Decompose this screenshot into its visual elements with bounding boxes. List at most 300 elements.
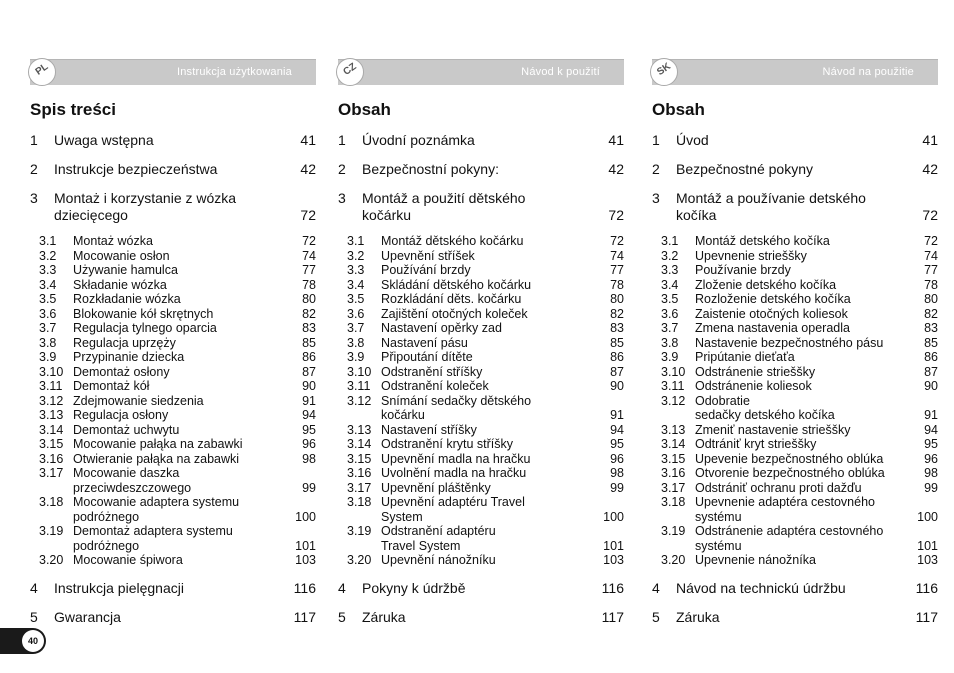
toc-item-text: Mocowanie daszka	[73, 466, 180, 480]
toc-item-text: Nastavení pásu	[381, 335, 468, 350]
toc-item-page: 78	[302, 277, 316, 292]
toc-item-number: 3.4	[661, 277, 679, 292]
toc-item-number: 3.3	[347, 263, 365, 277]
toc-subitem[interactable]	[338, 452, 624, 467]
toc-subitem[interactable]	[338, 249, 624, 264]
toc-item-text: dziecięcego	[54, 207, 128, 223]
toc-item-text: Připoutání dítěte	[381, 350, 473, 364]
toc-item-text: Upevnění madla na hračku	[381, 451, 531, 466]
toc-item-page: 83	[924, 321, 938, 335]
toc-item-text: Używanie hamulca	[73, 263, 178, 277]
toc-item-page: 94	[924, 422, 938, 437]
language-code: PL	[33, 61, 51, 78]
toc-item-text: Regulacja uprzęży	[73, 335, 176, 350]
toc-item-page: 74	[924, 248, 938, 263]
toc-item-page: 116	[293, 579, 316, 596]
toc-subitem[interactable]	[30, 452, 316, 467]
toc-item-text: Blokowanie kół skrętnych	[73, 306, 214, 321]
toc-subitem[interactable]	[338, 394, 624, 423]
toc-item-number: 3.9	[347, 350, 365, 364]
toc-subitem[interactable]	[30, 394, 316, 409]
toc-item-page: 41	[608, 132, 624, 148]
toc-subitem[interactable]	[652, 350, 938, 365]
toc-item-text: Skládání dětského kočárku	[381, 277, 532, 292]
toc-item-text: Przypinanie dziecka	[73, 350, 185, 364]
toc-item-number: 5	[652, 608, 660, 625]
toc-subitem[interactable]	[338, 321, 624, 336]
toc-item-text: Používání brzdy	[381, 263, 471, 277]
toc-item-text: Montaż i korzystanie z wózka	[54, 190, 237, 206]
toc-item-text: Montáž a používanie detského	[676, 190, 866, 206]
toc-item-page: 82	[610, 306, 624, 321]
toc-item-text: Gwarancja	[54, 608, 121, 625]
toc-item-page: 98	[610, 466, 624, 480]
toc-item-number: 4	[338, 579, 346, 596]
toc-item-number: 3.6	[661, 306, 679, 321]
toc-item-page: 72	[924, 234, 938, 248]
toc-item-number: 2	[652, 161, 660, 177]
toc-subitem[interactable]	[338, 553, 624, 568]
toc-subitem[interactable]	[652, 452, 938, 467]
toc-item-page: 98	[924, 466, 938, 480]
toc-item[interactable]	[338, 609, 624, 626]
toc-item-page: 91	[302, 393, 316, 408]
toc-subitem[interactable]	[30, 278, 316, 293]
toc-item-text: Rozloženie detského kočíka	[695, 292, 851, 306]
toc-subitem[interactable]	[30, 307, 316, 322]
toc-item-page: 101	[603, 538, 624, 553]
toc-item-page: 98	[302, 451, 316, 466]
toc-item-page: 90	[610, 379, 624, 393]
toc-subitem[interactable]	[30, 350, 316, 365]
toc-subitem[interactable]	[652, 321, 938, 336]
toc-item-number: 3.10	[347, 364, 372, 379]
toc-item-page: 42	[922, 161, 938, 177]
toc-item-number: 3.9	[39, 350, 57, 364]
toc-item[interactable]	[338, 161, 624, 178]
toc-item-text: Odstranění adaptéru	[381, 524, 496, 538]
toc-item-page: 94	[302, 408, 316, 422]
toc-item-page: 95	[924, 437, 938, 451]
toc-subitem[interactable]	[338, 307, 624, 322]
toc-item-number: 3.7	[39, 321, 57, 335]
toc-item-text: Regulacja osłony	[73, 408, 169, 422]
toc-subitem[interactable]	[652, 466, 938, 481]
language-badge	[28, 58, 56, 86]
toc-item-page: 94	[610, 422, 624, 437]
toc-item-number: 3.8	[39, 335, 57, 350]
toc-item-text: Záruka	[362, 608, 406, 625]
toc-item[interactable]	[338, 580, 624, 597]
toc-subitem[interactable]	[30, 365, 316, 380]
toc-subitem[interactable]	[338, 466, 624, 481]
toc-item-number: 3.5	[39, 292, 57, 306]
toc-subitem[interactable]	[652, 263, 938, 278]
toc-item-page: 80	[302, 292, 316, 306]
toc-item[interactable]	[30, 609, 316, 626]
toc-item-text: sedačky detského kočíka	[695, 408, 835, 422]
toc-item-number: 3.8	[347, 335, 365, 350]
toc-item-text: Používanie brzdy	[695, 263, 791, 277]
toc-item-text: kočíka	[676, 207, 717, 223]
toc-item-text: Demontaż kół	[73, 379, 150, 393]
toc-item-number: 3.16	[39, 451, 64, 466]
toc-item-page: 87	[610, 364, 624, 379]
header-label: Instrukcja użytkowania	[176, 66, 292, 78]
toc-item-page: 78	[610, 277, 624, 292]
toc-item-number: 3.1	[39, 234, 57, 248]
toc-item-text: Zajištění otočných koleček	[381, 306, 528, 321]
toc-item-number: 3.13	[661, 422, 686, 437]
toc-item-text: Upevnění pláštěnky	[381, 480, 491, 495]
toc-item-number: 3.8	[661, 335, 679, 350]
toc-item-text: Bezpečnostné pokyny	[676, 161, 813, 177]
toc-list	[338, 132, 624, 626]
toc-item-page: 91	[924, 408, 938, 422]
toc-item-text: Uwaga wstępna	[54, 132, 154, 148]
page-number-tab	[0, 628, 46, 654]
toc-item-text: Zmeniť nastavenie strieššky	[695, 422, 851, 437]
toc-item-number: 3.16	[347, 466, 372, 480]
toc-item-text: Záruka	[676, 608, 720, 625]
toc-item-text: przeciwdeszczowego	[73, 480, 192, 495]
toc-item-number: 3.18	[39, 495, 64, 509]
toc-item-text: Úvodní poznámka	[362, 132, 475, 148]
toc-item-page: 86	[302, 350, 316, 364]
toc-item[interactable]	[30, 190, 316, 224]
toc-item-number: 4	[652, 579, 660, 596]
toc-item-number: 3.17	[39, 466, 64, 480]
toc-item[interactable]	[338, 132, 624, 149]
toc-item-page: 74	[302, 248, 316, 263]
toc-item-text: Demontaż uchwytu	[73, 422, 180, 437]
toc-item-page: 77	[302, 263, 316, 277]
toc-column-pl	[30, 59, 316, 626]
toc-item-text: Odstranění stříšky	[381, 364, 483, 379]
toc-item-text: Odstranění krytu stříšky	[381, 437, 513, 451]
toc-item-text: Odstrániť ochranu proti dažďu	[695, 480, 862, 495]
toc-item-number: 3.10	[39, 364, 64, 379]
toc-item-text: Demontaż adaptera systemu	[73, 524, 233, 538]
toc-item-number: 3.20	[39, 553, 64, 567]
toc-subitem[interactable]	[652, 249, 938, 264]
toc-subitem[interactable]	[338, 278, 624, 293]
section-title: Obsah	[652, 100, 705, 119]
toc-item-text: Składanie wózka	[73, 277, 167, 292]
toc-item-text: systému	[695, 509, 742, 524]
toc-subitem[interactable]	[652, 481, 938, 496]
toc-subitem[interactable]	[652, 437, 938, 452]
toc-item[interactable]	[30, 161, 316, 178]
toc-item-number: 3.3	[39, 263, 57, 277]
toc-item-text: Nastavení stříšky	[381, 422, 477, 437]
toc-item-number: 3.3	[661, 263, 679, 277]
toc-item-page: 85	[302, 335, 316, 350]
toc-subitem[interactable]	[30, 336, 316, 351]
toc-subitem[interactable]	[338, 423, 624, 438]
toc-item-number: 5	[30, 608, 38, 625]
toc-item-page: 80	[610, 292, 624, 306]
toc-subitem[interactable]	[652, 495, 938, 524]
toc-item-text: Bezpečnostní pokyny:	[362, 161, 499, 177]
toc-item-page: 72	[302, 234, 316, 248]
toc-item-page: 41	[300, 132, 316, 148]
language-code: CZ	[341, 61, 359, 78]
toc-subitem[interactable]	[652, 365, 938, 380]
toc-item-text: Mocowanie śpiwora	[73, 553, 183, 567]
toc-item-page: 90	[924, 379, 938, 393]
toc-item[interactable]	[652, 580, 938, 597]
toc-item-text: Uvolnění madla na hračku	[381, 466, 527, 480]
toc-item-text: Upevnenie adaptéra cestovného	[695, 495, 875, 509]
toc-subitem[interactable]	[338, 336, 624, 351]
toc-item-number: 5	[338, 608, 346, 625]
toc-item[interactable]	[30, 580, 316, 597]
toc-item-text: kočárku	[381, 408, 425, 422]
toc-item-page: 95	[610, 437, 624, 451]
toc-item-page: 96	[610, 451, 624, 466]
toc-item-page: 91	[610, 408, 624, 422]
toc-subitem[interactable]	[30, 263, 316, 278]
toc-item-text: Zdejmowanie siedzenia	[73, 393, 204, 408]
toc-item-number: 3.12	[39, 393, 64, 408]
toc-item-number: 3.5	[347, 292, 365, 306]
toc-item-number: 3	[30, 190, 38, 206]
toc-item-page: 83	[302, 321, 316, 335]
toc-item-text: Zaistenie otočných koliesok	[695, 306, 848, 321]
toc-item-page: 77	[924, 263, 938, 277]
toc-item-page: 86	[610, 350, 624, 364]
toc-item-number: 3.11	[39, 379, 63, 393]
toc-subitem[interactable]	[652, 292, 938, 307]
toc-item-number: 2	[338, 161, 346, 177]
header-label: Návod na použitie	[822, 66, 914, 78]
toc-item-page: 96	[924, 451, 938, 466]
toc-item-text: Pripútanie dieťaťa	[695, 350, 795, 364]
toc-item-page: 96	[302, 437, 316, 451]
toc-item-number: 3.4	[39, 277, 57, 292]
toc-item-page: 85	[610, 335, 624, 350]
toc-item-text: Rozkládání děts. kočárku	[381, 292, 522, 306]
toc-item-page: 100	[603, 509, 624, 524]
toc-item-number: 3.19	[39, 524, 64, 538]
toc-item-text: Rozkładanie wózka	[73, 292, 181, 306]
toc-subitem[interactable]	[30, 524, 316, 553]
toc-item-text: System	[381, 509, 423, 524]
language-header-bar	[30, 59, 316, 85]
toc-item-text: podróżnego	[73, 538, 140, 553]
toc-item-text: Upevnenie strieššky	[695, 248, 807, 263]
toc-subitem[interactable]	[652, 394, 938, 423]
toc-item-number: 3.6	[347, 306, 365, 321]
toc-item-number: 3.7	[661, 321, 679, 335]
toc-item-text: Demontaż osłony	[73, 364, 170, 379]
toc-item-number: 3.19	[661, 524, 686, 538]
toc-item-text: Regulacja tylnego oparcia	[73, 321, 217, 335]
toc-item-text: Upevnění adaptéru Travel	[381, 495, 525, 509]
toc-item-text: Upevnenie nánožníka	[695, 553, 816, 567]
toc-item-page: 101	[295, 538, 316, 553]
toc-item[interactable]	[652, 609, 938, 626]
toc-item-page: 87	[302, 364, 316, 379]
toc-item-number: 3	[652, 190, 660, 206]
toc-subitem[interactable]	[30, 423, 316, 438]
toc-item-text: Odtrániť kryt strieššky	[695, 437, 817, 451]
toc-subitem[interactable]	[338, 437, 624, 452]
language-badge	[650, 58, 678, 86]
toc-item-number: 3.10	[661, 364, 686, 379]
toc-item-number: 3.14	[39, 422, 64, 437]
toc-subitem[interactable]	[30, 249, 316, 264]
toc-subitem[interactable]	[652, 524, 938, 553]
toc-subitem[interactable]	[338, 234, 624, 249]
toc-item[interactable]	[652, 161, 938, 178]
toc-subitem[interactable]	[338, 495, 624, 524]
toc-subitem[interactable]	[652, 278, 938, 293]
toc-item-number: 3.11	[347, 379, 371, 393]
toc-item-text: Úvod	[676, 132, 709, 148]
toc-item-text: Upevnění nánožníku	[381, 553, 496, 567]
toc-subitem[interactable]	[652, 553, 938, 568]
toc-item-text: Mocowanie pałąka na zabawki	[73, 437, 243, 451]
toc-subitem[interactable]	[30, 466, 316, 495]
toc-item-page: 82	[302, 306, 316, 321]
toc-item-page: 78	[924, 277, 938, 292]
toc-item-number: 3.17	[347, 480, 372, 495]
toc-item-text: Mocowanie osłon	[73, 248, 170, 263]
section-title: Obsah	[338, 100, 391, 119]
toc-item-number: 3.2	[39, 248, 57, 263]
toc-item-text: Návod na technickú údržbu	[676, 579, 846, 596]
toc-item-number: 3.14	[347, 437, 372, 451]
toc-item-text: Odstranění koleček	[381, 379, 489, 393]
toc-item-text: Travel System	[381, 538, 461, 553]
toc-item-number: 3.13	[39, 408, 64, 422]
toc-item-number: 3.20	[347, 553, 372, 567]
toc-subitem[interactable]	[652, 234, 938, 249]
toc-item-page: 99	[610, 480, 624, 495]
toc-item[interactable]	[338, 190, 624, 224]
toc-item-page: 72	[608, 207, 624, 223]
toc-item-number: 3.7	[347, 321, 365, 335]
toc-item-page: 77	[610, 263, 624, 277]
toc-subitem[interactable]	[338, 524, 624, 553]
toc-item-page: 117	[915, 608, 938, 625]
toc-item-number: 3.20	[661, 553, 686, 567]
toc-subitem[interactable]	[652, 336, 938, 351]
toc-item-number: 3.11	[661, 379, 685, 393]
toc-item-text: Snímání sedačky dětského	[381, 393, 532, 408]
toc-item-page: 103	[603, 553, 624, 567]
toc-subitem[interactable]	[30, 379, 316, 394]
toc-subitem[interactable]	[652, 423, 938, 438]
toc-item-number: 3.15	[347, 451, 372, 466]
toc-subitem[interactable]	[30, 495, 316, 524]
toc-subitem[interactable]	[30, 234, 316, 249]
toc-item-text: Montáž a použití dětského	[362, 190, 526, 206]
toc-subitem[interactable]	[338, 292, 624, 307]
toc-subitem[interactable]	[652, 379, 938, 394]
language-header-bar	[338, 59, 624, 85]
toc-item-number: 3.16	[661, 466, 686, 480]
toc-subitem[interactable]	[30, 408, 316, 423]
toc-item-text: Upevnění stříšek	[381, 248, 475, 263]
toc-item[interactable]	[652, 132, 938, 149]
toc-item-number: 3.9	[661, 350, 679, 364]
toc-item-number: 1	[652, 132, 660, 148]
page-number: 40	[22, 630, 44, 652]
toc-item-text: Zloženie detského kočíka	[695, 277, 837, 292]
toc-item-page: 42	[608, 161, 624, 177]
language-code: SK	[655, 61, 673, 78]
toc-item-page: 90	[302, 379, 316, 393]
toc-item-number: 3.1	[661, 234, 679, 248]
toc-item-number: 3.18	[661, 495, 686, 509]
toc-subitem[interactable]	[338, 350, 624, 365]
toc-item-text: podróżnego	[73, 509, 140, 524]
toc-item-number: 3.12	[661, 393, 686, 408]
toc-subitem[interactable]	[652, 307, 938, 322]
toc-item-page: 103	[917, 553, 938, 567]
toc-item-number: 3.17	[661, 480, 686, 495]
toc-item-page: 116	[601, 579, 624, 596]
toc-item-number: 2	[30, 161, 38, 177]
toc-item-text: Nastavenie bezpečnostného pásu	[695, 335, 884, 350]
toc-item-page: 103	[295, 553, 316, 567]
toc-item[interactable]	[652, 190, 938, 224]
toc-subitem[interactable]	[338, 365, 624, 380]
toc-item-text: Montáž detského kočíka	[695, 234, 830, 248]
toc-item[interactable]	[30, 132, 316, 149]
toc-item-text: Odstránenie koliesok	[695, 379, 812, 393]
toc-item-page: 95	[302, 422, 316, 437]
toc-item-number: 3.14	[661, 437, 686, 451]
toc-item-number: 3.2	[661, 248, 679, 263]
toc-item-text: Montáž dětského kočárku	[381, 234, 524, 248]
toc-item-number: 3.13	[347, 422, 372, 437]
toc-item-number: 3.15	[661, 451, 686, 466]
toc-subitem[interactable]	[30, 321, 316, 336]
toc-subitem[interactable]	[338, 481, 624, 496]
toc-subitem[interactable]	[338, 263, 624, 278]
toc-item-number: 4	[30, 579, 38, 596]
toc-item-page: 99	[924, 480, 938, 495]
toc-subitem[interactable]	[30, 553, 316, 568]
toc-item-page: 99	[302, 480, 316, 495]
toc-item-page: 85	[924, 335, 938, 350]
toc-list	[652, 132, 938, 626]
toc-item-number: 3.6	[39, 306, 57, 321]
toc-item-page: 74	[610, 248, 624, 263]
toc-item-page: 41	[922, 132, 938, 148]
toc-item-page: 117	[601, 608, 624, 625]
section-title: Spis treści	[30, 100, 116, 119]
toc-item-page: 82	[924, 306, 938, 321]
toc-item-number: 3.19	[347, 524, 372, 538]
toc-subitem[interactable]	[338, 379, 624, 394]
toc-item-text: Nastavení opěrky zad	[381, 321, 502, 335]
toc-item-text: Zmena nastavenia operadla	[695, 321, 850, 335]
toc-item-text: systému	[695, 538, 742, 553]
toc-subitem[interactable]	[30, 437, 316, 452]
toc-item-text: Upevenie bezpečnostného oblúka	[695, 451, 884, 466]
toc-item-page: 100	[295, 509, 316, 524]
toc-item-number: 3.2	[347, 248, 365, 263]
toc-item-number: 3.4	[347, 277, 365, 292]
language-badge	[336, 58, 364, 86]
toc-subitem[interactable]	[30, 292, 316, 307]
toc-item-text: Instrukcje bezpieczeństwa	[54, 161, 218, 177]
